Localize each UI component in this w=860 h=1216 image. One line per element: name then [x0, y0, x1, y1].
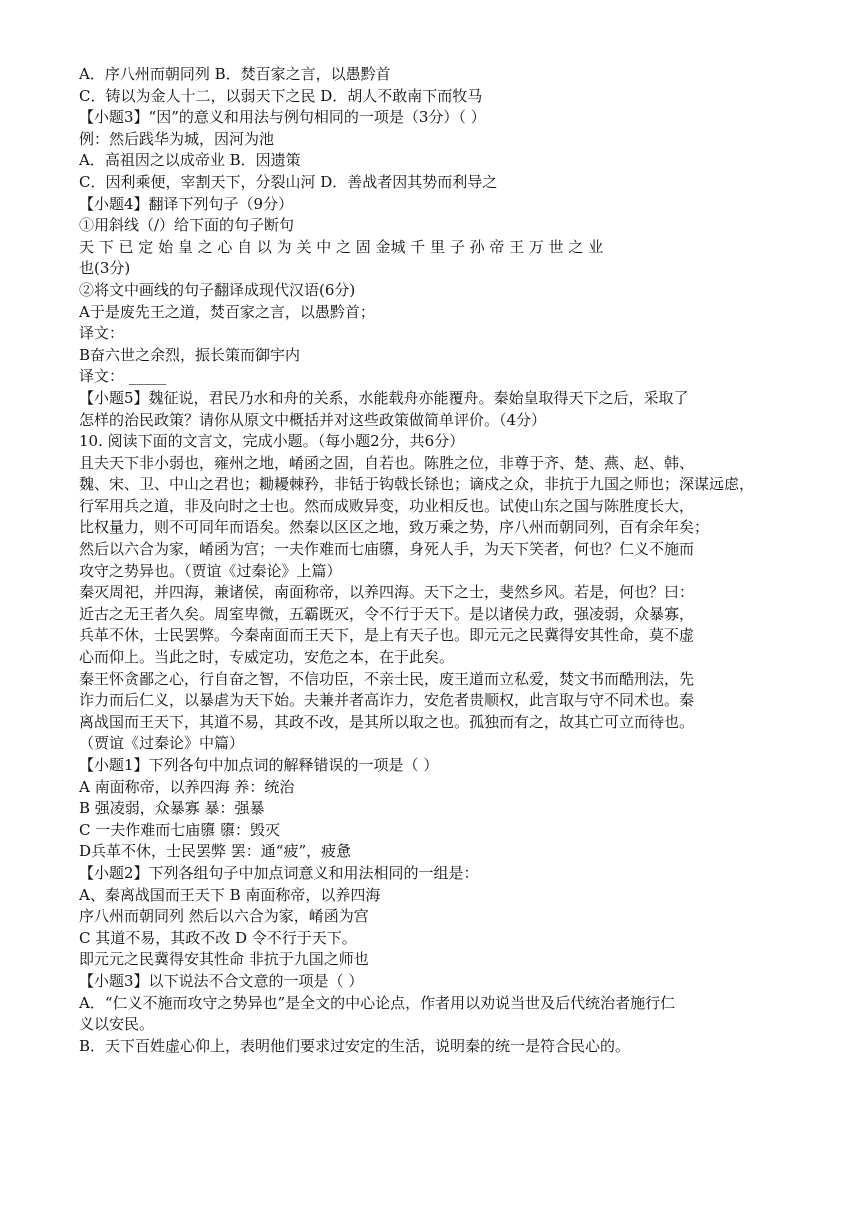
- text-line: 天 下 已 定 始 皇 之 心 自 以 为 关 中 之 固 金城 千 里 子 孙 帝 王 万 世 之 业: [79, 237, 604, 256]
- text-line: ②将文中画线的句子翻译成现代汉语(6分): [79, 280, 356, 299]
- text-line: C 一夫作难而七庙隳 隳：毁灭: [79, 820, 281, 839]
- text-line: 诈力而后仁义，以暴虐为天下始。夫兼并者高诈力，安危者贵顺权，此言取与守不同术也。秦: [79, 691, 695, 710]
- text-line: 且夫天下非小弱也，雍州之地，崤函之固，自若也。陈胜之位，非尊于齐、楚、燕、赵、韩、: [79, 453, 695, 472]
- text-line: C 其道不易，其政不改 D 令不行于天下。: [79, 928, 357, 947]
- text-line: 然后以六合为家，崤函为宫；一夫作难而七庙隳，身死人手，为天下笑者，何也？仁义不施而: [79, 540, 695, 559]
- text-line: 义以安民。: [79, 1015, 155, 1034]
- text-line: 也(3分): [79, 259, 131, 278]
- text-line: 【小题1】下列各句中加点词的解释错误的一项是（ ）: [79, 756, 439, 774]
- text-line: 攻守之势异也。（贾谊《过秦论》上篇）: [79, 561, 342, 580]
- text-line: A．“仁义不施而攻守之势异也”是全文的中心论点，作者用以劝说当世及后代统治者施行仁: [79, 993, 676, 1012]
- text-line: 【小题5】魏征说，君民乃水和舟的关系，水能载舟亦能覆舟。秦始皇取得天下之后，采取了: [79, 388, 689, 407]
- text-line: 【小题2】下列各组句子中加点词意义和用法相同的一组是：: [79, 863, 479, 882]
- text-line: 行军用兵之道，非及向时之士也。然而成败异变，功业相反也。试使山东之国与陈胜度长大，: [79, 496, 695, 515]
- text-line: C．因利乘便，宰割天下，分裂山河 D．善战者因其势而利导之: [79, 172, 498, 191]
- text-line: A．序八州而朝同列 B．焚百家之言，以愚黔首: [79, 65, 391, 83]
- text-line: 译文： _____: [79, 367, 167, 386]
- text-line: ①用斜线（/）给下面的句子断句: [79, 216, 295, 235]
- text-line: C．铸以为金人十二，以弱天下之民 D．胡人不敢南下而牧马: [79, 86, 483, 105]
- text-line: 秦灭周祀，并四海，兼诸侯，南面称帝，以养四海。天下之士，斐然乡风。若是，何也？曰：: [79, 583, 695, 602]
- text-line: 【小题3】以下说法不合文意的一项是（ ）: [79, 971, 364, 990]
- text-line: 译文：: [79, 324, 125, 343]
- text-line: 秦王怀贪鄙之心，行自奋之智，不信功臣，不亲士民，废王道而立私爱，焚文书而酷刑法，先: [79, 669, 695, 688]
- text-line: 【小题3】“因”的意义和用法与例句相同的一项是（3分）（ ）: [79, 108, 486, 127]
- text-line: D兵革不休，士民罢弊 罢：通“疲”，疲惫: [79, 842, 352, 861]
- text-line: B．天下百姓虚心仰上，表明他们要求过安定的生活，说明秦的统一是符合民心的。: [79, 1036, 631, 1055]
- document-body: [79, 64, 783, 1057]
- text-line: （贾谊《过秦论》中篇）: [79, 734, 245, 753]
- text-line: B 强凌弱，众暴寡 暴：强暴: [79, 799, 265, 818]
- text-line: A 南面称帝，以养四海 养：统治: [79, 777, 295, 796]
- text-line: 10. 阅读下面的文言文，完成小题。（每小题2分，共6分）: [79, 432, 465, 451]
- text-line: B奋六世之余烈，振长策而御宇内: [79, 345, 301, 364]
- text-line: A于是废先王之道，焚百家之言，以愚黔首；: [79, 302, 375, 321]
- text-line: 心而仰上。当此之时，专威定功，安危之本，在于此矣。: [79, 648, 455, 667]
- text-line: A．高祖因之以成帝业 B．因遗策: [79, 151, 301, 170]
- text-line: 例：然后践华为城，因河为池: [79, 129, 275, 148]
- text-line: 魏、宋、卫、中山之君也；耡耰棘矜，非铦于钩戟长铩也；谪戍之众，非抗于九国之师也；深谋远虑，: [79, 475, 755, 494]
- text-line: 序八州而朝同列 然后以六合为家，崤函为宫: [79, 907, 369, 926]
- text-line: 即元元之民冀得安其性命 非抗于九国之师也: [79, 950, 369, 969]
- text-line: 比权量力，则不可同年而语矣。然秦以区区之地，致万乘之势，序八州而朝同列，百有余年矣；: [79, 518, 710, 537]
- text-line: 【小题4】翻译下列句子（9分）: [79, 194, 294, 213]
- text-line: A、秦离战国而王天下 B 南面称帝，以养四海: [79, 885, 381, 904]
- text-line: 怎样的治民政策？请你从原文中概括并对这些政策做简单评价。（4分）: [79, 410, 547, 429]
- text-line: 离战国而王天下，其道不易，其政不改，是其所以取之也。孤独而有之，故其亡可立而待也。: [79, 712, 695, 731]
- text-line: 兵革不休，士民罢弊。今秦南面而王天下，是上有天子也。即元元之民冀得安其性命，莫不虚: [79, 626, 695, 645]
- text-line: 近古之无王者久矣。周室卑微，五霸既灭，令不行于天下。是以诸侯力政，强凌弱，众暴寡，: [79, 604, 695, 623]
